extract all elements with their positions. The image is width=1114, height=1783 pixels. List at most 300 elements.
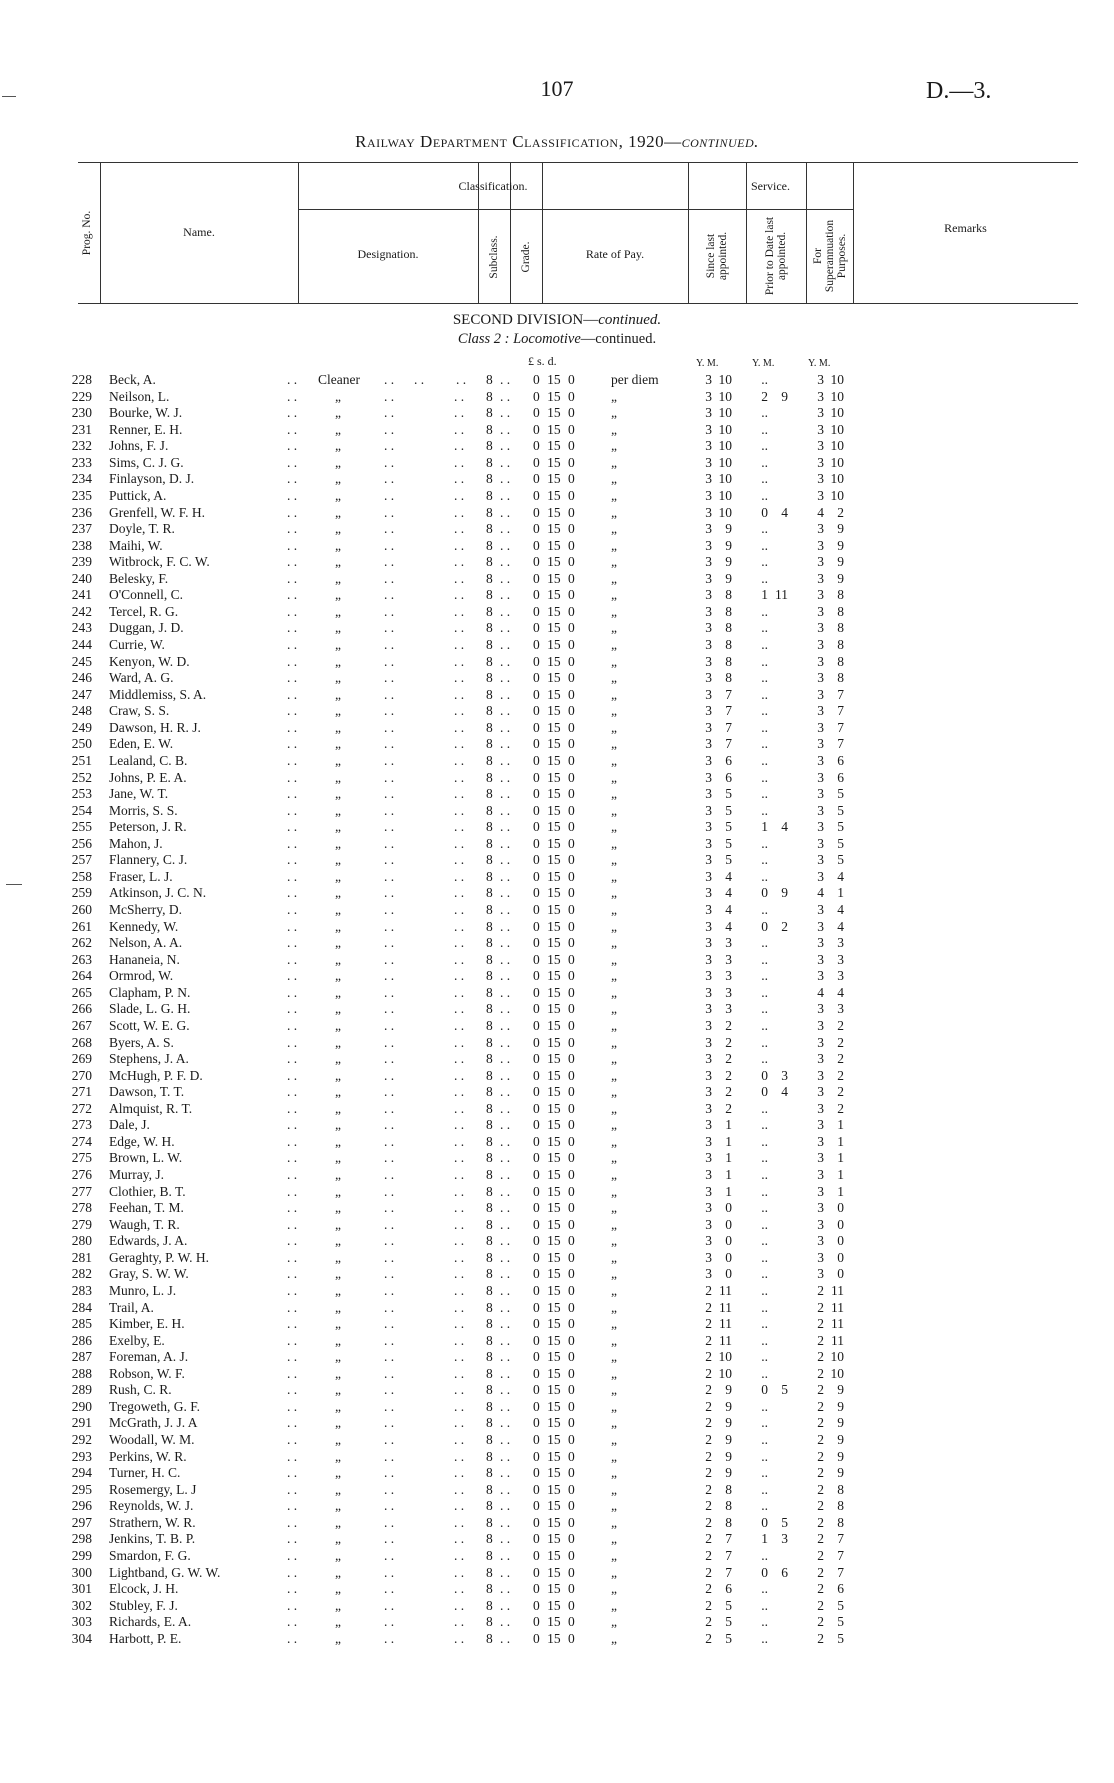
dot-leader: . . (287, 1249, 298, 1265)
super-months-cell: 7 (837, 1547, 844, 1563)
name-cell: Robson, W. F. (109, 1365, 185, 1381)
rate-cell: 0 15 0 (533, 1233, 575, 1249)
dot-leader: . . (454, 1547, 465, 1563)
dot-leader: . . (384, 1498, 395, 1514)
since-months-cell: 4 (725, 868, 732, 884)
designation-cell: „ (335, 1349, 341, 1365)
since-months-cell: 7 (725, 719, 732, 735)
rate-period-cell: „ (611, 852, 617, 868)
super-months-cell: 0 (837, 1249, 844, 1265)
prog-no-cell: 281 (71, 1249, 92, 1265)
dot-leader: . . (384, 537, 395, 553)
super-months-cell: 7 (837, 719, 844, 735)
prior-years-cell: 0 (761, 885, 768, 901)
dot-leader: . . (500, 1133, 511, 1149)
super-years-cell: 3 (817, 637, 824, 652)
dot-leader: . . (500, 1216, 511, 1232)
subclass-cell: 8 (486, 1597, 493, 1613)
rate-cell: 0 15 0 (533, 554, 575, 570)
prior-months-cell: 9 (781, 388, 788, 404)
designation-cell: „ (335, 637, 341, 652)
since-months-cell: 10 (718, 1365, 732, 1381)
super-months-cell: 2 (837, 1051, 844, 1067)
since-years-cell: 2 (705, 1299, 712, 1315)
dot-leader: . . (287, 902, 298, 917)
super-months-cell: 9 (837, 1398, 844, 1414)
since-months-cell: 5 (725, 802, 732, 818)
rate-period-cell: „ (611, 1167, 617, 1182)
dot-leader: . . (287, 1448, 298, 1464)
since-months-cell: 10 (718, 504, 732, 520)
since-years-cell: 3 (705, 1183, 712, 1199)
super-months-cell: 8 (837, 653, 844, 669)
name-cell: Sims, C. J. G. (109, 454, 184, 470)
class-heading-branch: Locomotive (513, 331, 581, 347)
since-months-cell: 3 (725, 1001, 732, 1017)
prog-no-cell: 288 (71, 1365, 92, 1381)
dot-leader: . . (500, 1382, 511, 1398)
super-months-cell: 10 (830, 1365, 844, 1381)
prog-no-cell: 290 (71, 1398, 92, 1414)
rate-cell: 0 15 0 (533, 918, 575, 934)
designation-cell: „ (335, 1117, 341, 1133)
super-months-cell: 11 (831, 1316, 844, 1332)
super-years-cell: 3 (817, 1249, 824, 1265)
prog-no-cell: 295 (71, 1481, 92, 1497)
designation-cell: „ (335, 603, 341, 619)
super-months-cell: 5 (837, 835, 844, 851)
name-cell: Tregoweth, G. F. (109, 1398, 201, 1414)
super-years-cell: 2 (817, 1581, 824, 1597)
prior-years-cell: 0 (761, 1067, 768, 1083)
dot-leader: . . (384, 1365, 395, 1381)
dot-leader: . . (384, 1581, 395, 1597)
super-months-cell: 8 (837, 670, 844, 686)
super-months-cell: 8 (837, 1498, 844, 1514)
designation-cell: „ (335, 1249, 341, 1265)
dot-leader: . . (500, 1200, 511, 1216)
table-row (0, 1548, 1114, 1565)
prog-no-cell: 259 (71, 885, 92, 901)
since-months-cell: 5 (725, 835, 732, 851)
name-cell: Almquist, R. T. (109, 1100, 193, 1116)
table-row (0, 1515, 1114, 1532)
rate-period-cell: „ (611, 752, 617, 768)
super-months-cell: 5 (837, 1597, 844, 1613)
designation-cell: „ (335, 835, 341, 851)
rate-period-cell: „ (611, 1117, 617, 1133)
subclass-cell: 8 (486, 388, 493, 404)
designation-cell: „ (335, 752, 341, 768)
super-months-cell: 10 (830, 372, 844, 387)
prior-years-cell: .. (761, 1498, 768, 1514)
prog-no-cell: 275 (71, 1150, 92, 1166)
subclass-cell: 8 (486, 670, 493, 686)
dot-leader: . . (384, 802, 395, 818)
since-months-cell: 5 (725, 1630, 732, 1646)
super-months-cell: 0 (837, 1233, 844, 1249)
prior-years-cell: .. (761, 653, 768, 669)
dot-leader: . . (384, 504, 395, 520)
dot-leader: . . (287, 1084, 298, 1100)
dot-leader: . . (500, 570, 511, 586)
rate-cell: 0 15 0 (533, 1282, 575, 1298)
super-years-cell: 3 (817, 1034, 824, 1050)
subclass-cell: 8 (486, 1481, 493, 1497)
designation-cell: „ (335, 1498, 341, 1514)
dot-leader: . . (287, 487, 298, 503)
dot-leader: . . (500, 968, 511, 984)
table-row (0, 1184, 1114, 1201)
header-subclass: Subclass. (488, 235, 500, 279)
rate-period-cell: „ (611, 786, 617, 802)
designation-cell: „ (335, 438, 341, 454)
prior-years-cell: 2 (761, 388, 768, 404)
dot-leader: . . (287, 686, 298, 702)
super-months-cell: 11 (831, 1299, 844, 1315)
prior-years-cell: .. (761, 1547, 768, 1563)
prior-years-cell: 0 (761, 1382, 768, 1398)
designation-cell: „ (335, 868, 341, 884)
since-years-cell: 3 (705, 372, 712, 387)
designation-cell: „ (335, 786, 341, 802)
dot-leader: . . (287, 786, 298, 802)
prior-years-cell: .. (761, 637, 768, 652)
since-years-cell: 2 (705, 1630, 712, 1646)
super-months-cell: 9 (837, 537, 844, 553)
designation-cell: „ (335, 487, 341, 503)
dot-leader: . . (500, 852, 511, 868)
super-years-cell: 3 (817, 835, 824, 851)
designation-cell: „ (335, 1614, 341, 1630)
table-row (0, 1432, 1114, 1449)
dot-leader: . . (287, 769, 298, 785)
name-cell: Hananeia, N. (109, 951, 180, 967)
subclass-cell: 8 (486, 703, 493, 719)
dot-leader: . . (500, 918, 511, 934)
super-years-cell: 3 (817, 769, 824, 785)
dot-leader: . . (454, 1117, 465, 1133)
dot-leader: . . (287, 984, 298, 1000)
designation-cell: „ (335, 1481, 341, 1497)
dot-leader: . . (287, 1266, 298, 1282)
super-years-cell: 2 (817, 1564, 824, 1580)
rate-period-cell: „ (611, 554, 617, 570)
dot-leader: . . (287, 835, 298, 851)
dot-leader: . . (500, 1332, 511, 1348)
table-row (0, 1134, 1114, 1151)
rate-period-cell: „ (611, 984, 617, 1000)
dot-leader: . . (500, 769, 511, 785)
prog-no-cell: 231 (71, 421, 92, 437)
since-months-cell: 6 (725, 769, 732, 785)
prior-years-cell: .. (761, 1299, 768, 1315)
dot-leader: . . (500, 1365, 511, 1381)
rate-period-cell: „ (611, 1150, 617, 1166)
dot-leader: . . (500, 1432, 511, 1447)
since-years-cell: 3 (705, 421, 712, 437)
prog-no-cell: 293 (71, 1448, 92, 1464)
super-months-cell: 2 (837, 1084, 844, 1100)
prog-no-cell: 250 (71, 736, 92, 752)
name-cell: Atkinson, J. C. N. (109, 885, 207, 901)
prog-no-cell: 257 (71, 852, 92, 868)
dot-leader: . . (454, 1415, 465, 1431)
dot-leader: . . (500, 438, 511, 454)
subclass-cell: 8 (486, 1233, 493, 1249)
rate-cell: 0 15 0 (533, 769, 575, 785)
dot-leader: . . (454, 1614, 465, 1630)
rate-period-cell: „ (611, 405, 617, 421)
dot-leader: . . (454, 1067, 465, 1083)
super-months-cell: 1 (837, 1167, 844, 1182)
rate-cell: 0 15 0 (533, 1133, 575, 1149)
since-years-cell: 3 (705, 1017, 712, 1033)
since-months-cell: 6 (725, 752, 732, 768)
designation-cell: „ (335, 885, 341, 901)
since-months-cell: 2 (725, 1034, 732, 1050)
name-cell: Johns, P. E. A. (109, 769, 187, 785)
dot-leader: . . (384, 1084, 395, 1100)
since-months-cell: 10 (718, 487, 732, 503)
rate-cell: 0 15 0 (533, 1183, 575, 1199)
since-years-cell: 3 (705, 902, 712, 917)
prog-no-cell: 298 (71, 1531, 92, 1547)
dot-leader: . . (500, 537, 511, 553)
table-row (0, 753, 1114, 770)
table-row (0, 885, 1114, 902)
dot-leader: . . (500, 1100, 511, 1116)
rate-cell: 0 15 0 (533, 819, 575, 835)
super-years-cell: 3 (817, 405, 824, 421)
super-months-cell: 10 (830, 421, 844, 437)
name-cell: Trail, A. (109, 1299, 154, 1315)
table-row (0, 1283, 1114, 1300)
dot-leader: . . (287, 1282, 298, 1298)
since-months-cell: 5 (725, 852, 732, 868)
name-cell: Eden, E. W. (109, 736, 174, 752)
super-years-cell: 2 (817, 1531, 824, 1547)
since-months-cell: 4 (725, 902, 732, 917)
since-years-cell: 3 (705, 686, 712, 702)
dot-leader: . . (287, 1067, 298, 1083)
super-months-cell: 10 (830, 487, 844, 503)
table-row (0, 902, 1114, 919)
super-months-cell: 0 (837, 1216, 844, 1232)
rate-cell: 0 15 0 (533, 438, 575, 454)
designation-cell: „ (335, 703, 341, 719)
dot-leader: . . (500, 1282, 511, 1298)
super-years-cell: 3 (817, 521, 824, 537)
rate-cell: 0 15 0 (533, 1398, 575, 1414)
designation-cell: „ (335, 819, 341, 835)
table-row (0, 720, 1114, 737)
super-years-cell: 3 (817, 951, 824, 967)
dot-leader: . . (454, 703, 465, 719)
subclass-cell: 8 (486, 1415, 493, 1431)
super-months-cell: 3 (837, 1001, 844, 1017)
prog-no-cell: 271 (71, 1084, 92, 1100)
subclass-cell: 8 (486, 438, 493, 454)
rate-cell: 0 15 0 (533, 1249, 575, 1265)
dot-leader: . . (500, 554, 511, 570)
since-months-cell: 9 (725, 1415, 732, 1431)
table-row (0, 1449, 1114, 1466)
since-months-cell: 9 (725, 1465, 732, 1481)
since-years-cell: 3 (705, 769, 712, 785)
dot-leader: . . (384, 968, 395, 984)
designation-cell: „ (335, 1200, 341, 1216)
dot-leader: . . (384, 885, 395, 901)
subclass-cell: 8 (486, 736, 493, 752)
name-cell: Flannery, C. J. (109, 852, 188, 868)
dot-leader: . . (500, 1017, 511, 1033)
super-years-cell: 3 (817, 736, 824, 752)
designation-cell: „ (335, 1630, 341, 1646)
dot-leader: . . (500, 1299, 511, 1315)
table-row (0, 1631, 1114, 1648)
rate-cell: 0 15 0 (533, 1117, 575, 1133)
table-row (0, 604, 1114, 621)
since-years-cell: 3 (705, 736, 712, 752)
table-row (0, 422, 1114, 439)
rate-cell: 0 15 0 (533, 1581, 575, 1597)
table-row (0, 852, 1114, 869)
dot-leader: . . (454, 1084, 465, 1100)
dot-leader: . . (454, 1564, 465, 1580)
since-months-cell: 9 (725, 1398, 732, 1414)
rate-period-cell: „ (611, 1183, 617, 1199)
rate-period-cell: „ (611, 1448, 617, 1464)
since-years-cell: 3 (705, 1167, 712, 1182)
dot-leader: . . (384, 653, 395, 669)
table-row (0, 1614, 1114, 1631)
super-years-cell: 3 (817, 1067, 824, 1083)
subclass-cell: 8 (486, 1531, 493, 1547)
rate-cell: 0 15 0 (533, 736, 575, 752)
table-row (0, 1233, 1114, 1250)
super-years-cell: 3 (817, 968, 824, 984)
prog-no-cell: 268 (71, 1034, 92, 1050)
rate-cell: 0 15 0 (533, 1498, 575, 1514)
super-months-cell: 1 (837, 1133, 844, 1149)
dot-leader: . . (384, 1531, 395, 1547)
since-years-cell: 3 (705, 852, 712, 868)
since-months-cell: 8 (725, 637, 732, 652)
prog-no-cell: 228 (71, 372, 92, 387)
since-months-cell: 10 (718, 1349, 732, 1365)
super-months-cell: 7 (837, 703, 844, 719)
name-cell: Duggan, J. D. (109, 620, 184, 636)
subclass-cell: 8 (486, 454, 493, 470)
table-row (0, 1498, 1114, 1515)
subclass-cell: 8 (486, 1564, 493, 1580)
super-years-cell: 3 (817, 537, 824, 553)
dot-leader: . . (384, 1448, 395, 1464)
designation-cell: „ (335, 1514, 341, 1530)
name-cell: Murray, J. (109, 1167, 164, 1182)
table-row (0, 703, 1114, 720)
header-service: Service. (751, 179, 790, 193)
name-cell: Dawson, T. T. (109, 1084, 185, 1100)
name-cell: Brown, L. W. (109, 1150, 183, 1166)
rate-cell: 0 15 0 (533, 454, 575, 470)
dot-leader: . . (454, 521, 465, 537)
dot-leader: . . (500, 1448, 511, 1464)
dot-leader: . . (414, 372, 425, 387)
dot-leader: . . (500, 1051, 511, 1067)
name-cell: Strathern, W. R. (109, 1514, 196, 1530)
prior-years-cell: .. (761, 1051, 768, 1067)
dot-leader: . . (287, 1564, 298, 1580)
dot-leader: . . (287, 1481, 298, 1497)
since-months-cell: 10 (718, 471, 732, 487)
dot-leader: . . (454, 537, 465, 553)
rate-period-cell: „ (611, 1581, 617, 1597)
prog-no-cell: 280 (71, 1233, 92, 1249)
rate-period-cell: „ (611, 802, 617, 818)
table-row (0, 1051, 1114, 1068)
subclass-cell: 8 (486, 1316, 493, 1332)
dot-leader: . . (384, 1481, 395, 1497)
rate-cell: 0 15 0 (533, 372, 575, 387)
since-years-cell: 3 (705, 1117, 712, 1133)
name-cell: Middlemiss, S. A. (109, 686, 207, 702)
dot-leader: . . (500, 1465, 511, 1481)
prog-no-cell: 230 (71, 405, 92, 421)
since-years-cell: 3 (705, 885, 712, 901)
table-row (0, 1068, 1114, 1085)
prior-years-cell: .. (761, 405, 768, 421)
dot-leader: . . (287, 1200, 298, 1216)
prior-months-cell: 11 (775, 587, 788, 603)
rate-period-cell: „ (611, 868, 617, 884)
subclass-cell: 8 (486, 570, 493, 586)
since-years-cell: 3 (705, 984, 712, 1000)
designation-cell: „ (335, 1266, 341, 1282)
prog-no-cell: 284 (71, 1299, 92, 1315)
rate-cell: 0 15 0 (533, 388, 575, 404)
since-years-cell: 2 (705, 1531, 712, 1547)
name-cell: Jenkins, T. B. P. (109, 1531, 196, 1547)
dot-leader: . . (500, 487, 511, 503)
table-row (0, 1333, 1114, 1350)
dot-leader: . . (454, 620, 465, 636)
rate-period-cell: „ (611, 1349, 617, 1365)
name-cell: Stubley, F. J. (109, 1597, 178, 1613)
since-months-cell: 9 (725, 537, 732, 553)
prior-years-cell: .. (761, 421, 768, 437)
name-cell: Rosemergy, L. J (109, 1481, 197, 1497)
prog-no-cell: 253 (71, 786, 92, 802)
dot-leader: . . (454, 1514, 465, 1530)
rate-cell: 0 15 0 (533, 1465, 575, 1481)
table-row (0, 1167, 1114, 1184)
designation-cell: „ (335, 1415, 341, 1431)
prog-no-cell: 266 (71, 1001, 92, 1017)
rate-cell: 0 15 0 (533, 1067, 575, 1083)
designation-cell: „ (335, 1597, 341, 1613)
since-years-cell: 3 (705, 1200, 712, 1216)
dot-leader: . . (384, 1282, 395, 1298)
rate-period-cell: „ (611, 935, 617, 951)
prior-years-cell: .. (761, 703, 768, 719)
prog-no-cell: 279 (71, 1216, 92, 1232)
dot-leader: . . (287, 554, 298, 570)
since-years-cell: 2 (705, 1332, 712, 1348)
subclass-cell: 8 (486, 603, 493, 619)
designation-cell: „ (335, 1133, 341, 1149)
